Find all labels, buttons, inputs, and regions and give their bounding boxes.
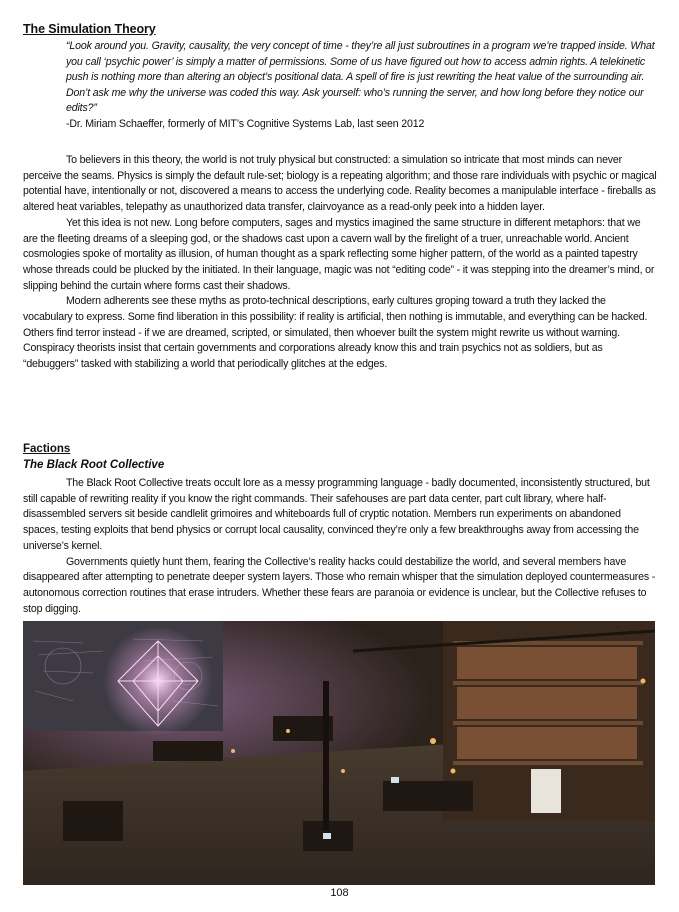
factions-heading: Factions bbox=[23, 443, 71, 455]
illustration-art bbox=[23, 621, 655, 885]
epigraph-quote: “Look around you. Gravity, causality, the very concept of time - they’re all just subroutines in a program we’re trapped inside. What you call ‘psychic power’ is simply a matter of permissions. Some of us have figured out how to access admin rights. A telekinetic push is nothing more than altering an object’s positional data. A spell of fire is just rewriting the heat value of the surrounding air. Don’t ask me why the universe was coded this way. Ask yourself: who’s running the server, and how long before they notice our edits?” bbox=[66, 40, 655, 115]
intro-text bbox=[23, 153, 657, 373]
epigraph-attribution: -Dr. Miriam Schaeffer, formerly of MIT’s Cognitive Systems Lab, last seen 2012 bbox=[66, 118, 425, 130]
paragraph: Governments quietly hunt them, fearing the Collective’s reality hacks could destabilize the world, and several members have disappeared after attempting to penetrate deeper system layers. Those who remain whisper that the simulation deployed countermeasures - autonomous correction routines that erase intruders. Whether these fears are paranoia or evidence is unclear, but the Collective refuses to stop digging. bbox=[23, 555, 656, 615]
paragraph: Yet this idea is not new. Long before computers, sages and mystics imagined the same structure in different metaphors: that we are the fleeting dreams of a sleeping god, or the shadows cast upon a cavern wall by the firelight of a truer, unreachable world. Ancient cosmologies spoke of mortality as illusion, of human thought as a spark reflecting some higher pattern, of the world as a painted tapestry whose threads could be plucked by the initiated. In their language, magic was not “editing code” - it was stepping into the dreamer’s mind, or slipping behind the curtain where forms cast their shadows. bbox=[23, 216, 655, 292]
illustration-occult-data-library bbox=[23, 621, 655, 885]
paragraph: Modern adherents see these myths as proto-technical descriptions, early cultures groping toward a truth they lacked the vocabulary to express. Some find liberation in this possibility: if reality is artificial, then nothing is immutable, and everything can be hacked. Others find terror instead - if we are dreamed, scripted, or simulated, then whoever built the system might rewrite us without warning. Conspiracy theorists insist that certain governments and corporations already know this and train psychics not as soldiers, but as “debuggers” tasked with stabilizing a world that periodically glitches at the edges. bbox=[23, 295, 648, 371]
page-number: 108 bbox=[330, 887, 349, 899]
faction-name: The Black Root Collective bbox=[23, 459, 165, 471]
paragraph: The Black Root Collective treats occult lore as a messy programming language - badly documented, inconsistently structured, but still capable of rewriting reality if you know the right commands. Their safehouses are part data center, part cult library, where half-disassembled servers sit beside candlelit grimoires and whiteboards full of cryptic notation. Members run experiments on abandoned spaces, testing exploits that bend physics or corrupt local causality, convinced they’re only a few breakthroughs away from accessing the universe’s kernel. bbox=[23, 477, 650, 552]
section-heading: The Simulation Theory bbox=[23, 22, 156, 36]
paragraph: To believers in this theory, the world is not truly physical but constructed: a simulation so intricate that most minds can never perceive the seams. Physics is simply the default rule-set; biology is a repeating algorithm; and those rare individuals with psychic or magical potential have, intentionally or not, discovered a means to access the underlying code. Reality becomes a manipulable interface - fireballs as altered heat variables, telepathy as unauthorized data transfer, clairvoyance as a read-only peek into a hidden layer. bbox=[23, 154, 657, 214]
faction-text bbox=[23, 476, 657, 617]
